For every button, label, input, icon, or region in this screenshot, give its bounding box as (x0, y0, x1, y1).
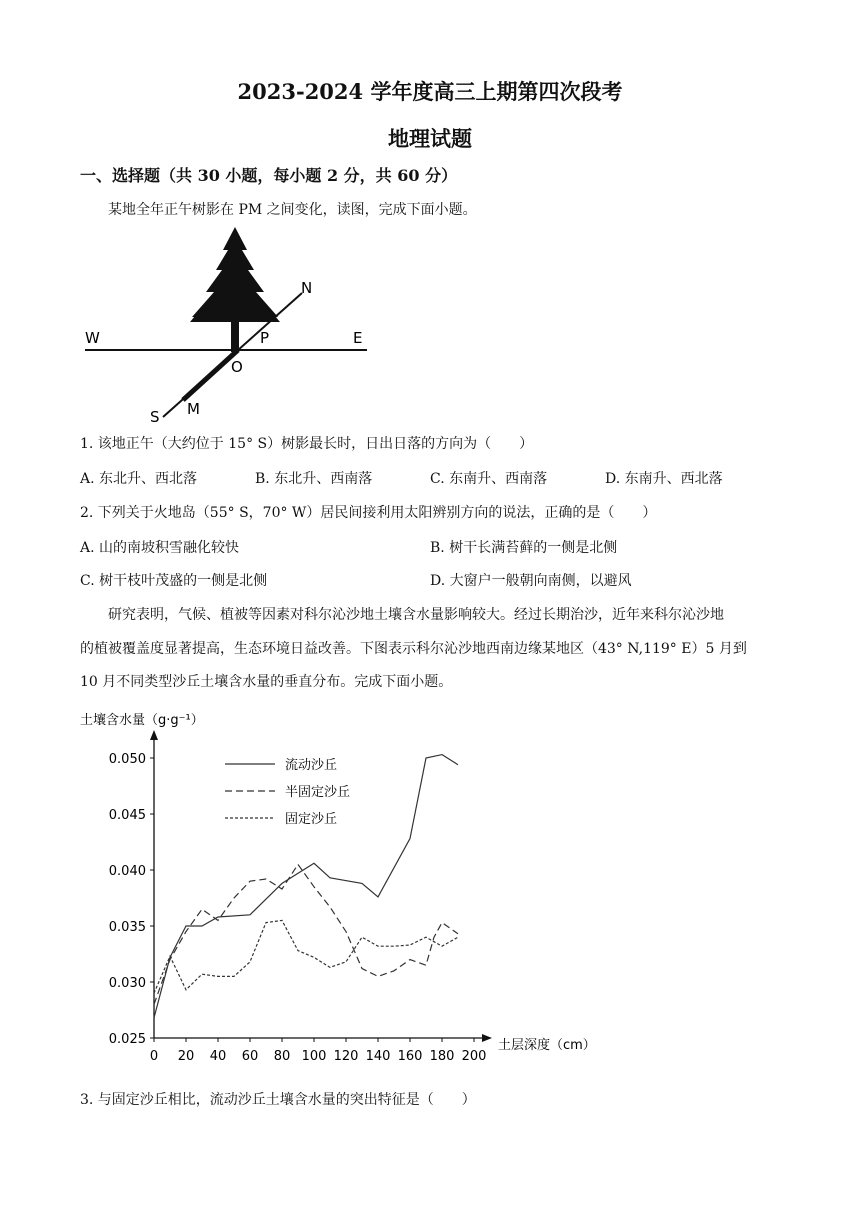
soil-moisture-chart (70, 704, 610, 1074)
section-heading: 一、选择题（共 30 小题，每小题 2 分，共 60 分） (80, 166, 458, 185)
q1-option-d: D. 东南升、西北落 (605, 471, 723, 487)
q1-stem: 1. 该地正午（大约位于 15° S）树影最长时，日出日落的方向为（ ） (80, 436, 534, 452)
y-tick-label: 0.050 (108, 752, 146, 767)
q1-option-c: C. 东南升、西南落 (430, 471, 548, 487)
x-tick-label: 160 (397, 1049, 423, 1064)
y-tick-label: 0.035 (108, 920, 146, 935)
series-line-2 (154, 864, 458, 1004)
label-s: S (150, 408, 160, 426)
y-axis-arrow (150, 730, 158, 740)
y-tick-label: 0.025 (108, 1032, 146, 1047)
q2-stem: 2. 下列关于火地岛（55° S，70° W）居民间接利用太阳辨别方向的说法，正确的是（ ） (80, 505, 657, 521)
intro-text-1: 某地全年正午树影在 PM 之间变化，读图，完成下面小题。 (108, 202, 477, 218)
x-tick-label: 0 (149, 1049, 159, 1064)
intro-text-2-line2: 的植被覆盖度显著提高，生态环境日益改善。下图表示科尔沁沙地西南边缘某地区（43° N,119° E）5 月到 (80, 641, 747, 657)
q2-option-b: B. 树干长满苔藓的一侧是北侧 (430, 540, 618, 556)
chart-axes (109, 730, 492, 1064)
q1-option-b: B. 东北升、西南落 (255, 471, 373, 487)
page-title: 2023-2024 学年度高三上期第四次段考 (237, 79, 623, 104)
label-o: O (231, 358, 243, 376)
series-line-3 (154, 920, 458, 993)
x-tick-label: 80 (273, 1049, 291, 1064)
tree-shadow-figure (80, 222, 380, 428)
x-tick-label: 60 (241, 1049, 259, 1064)
intro-text-2-line3: 10 月不同类型沙丘土壤含水量的垂直分布。完成下面小题。 (80, 674, 453, 690)
x-axis-arrow (482, 1034, 492, 1042)
x-tick-label: 200 (461, 1049, 487, 1064)
legend-label-2: 半固定沙丘 (285, 785, 351, 800)
q1-option-a: A. 东北升、西北落 (80, 471, 198, 487)
chart-ylabel: 土壤含水量（g·g⁻¹） (80, 713, 204, 728)
q2-option-c: C. 树干枝叶茂盛的一侧是北侧 (80, 573, 268, 589)
x-tick-label: 20 (177, 1049, 195, 1064)
y-tick-label: 0.040 (108, 864, 146, 879)
legend-label-3: 固定沙丘 (285, 812, 338, 827)
label-w: W (85, 329, 100, 347)
y-tick-label: 0.030 (108, 976, 146, 991)
label-m: M (187, 400, 200, 418)
q2-option-a: A. 山的南坡积雪融化较快 (80, 540, 240, 556)
page-subtitle: 地理试题 (388, 126, 472, 151)
chart-legend (225, 757, 350, 827)
shadow-segment (183, 350, 238, 400)
x-tick-label: 120 (333, 1049, 359, 1064)
legend-label-1: 流动沙丘 (285, 758, 338, 773)
x-tick-label: 140 (365, 1049, 391, 1064)
label-n: N (301, 279, 313, 297)
q3-stem: 3. 与固定沙丘相比，流动沙丘土壤含水量的突出特征是（ ） (80, 1092, 476, 1108)
label-e: E (353, 329, 363, 347)
chart-xlabel: 土层深度（cm） (498, 1038, 596, 1053)
label-p: P (260, 329, 270, 347)
x-tick-label: 40 (209, 1049, 227, 1064)
tree-icon (190, 227, 280, 322)
intro-text-2-line1: 研究表明，气候、植被等因素对科尔沁沙地土壤含水量影响较大。经过长期治沙，近年来科尔沁沙地 (108, 607, 724, 623)
x-tick-label: 100 (301, 1049, 327, 1064)
x-tick-label: 180 (429, 1049, 455, 1064)
q2-option-d: D. 大窗户一般朝向南侧，以避风 (430, 573, 632, 589)
y-tick-label: 0.045 (108, 808, 146, 823)
